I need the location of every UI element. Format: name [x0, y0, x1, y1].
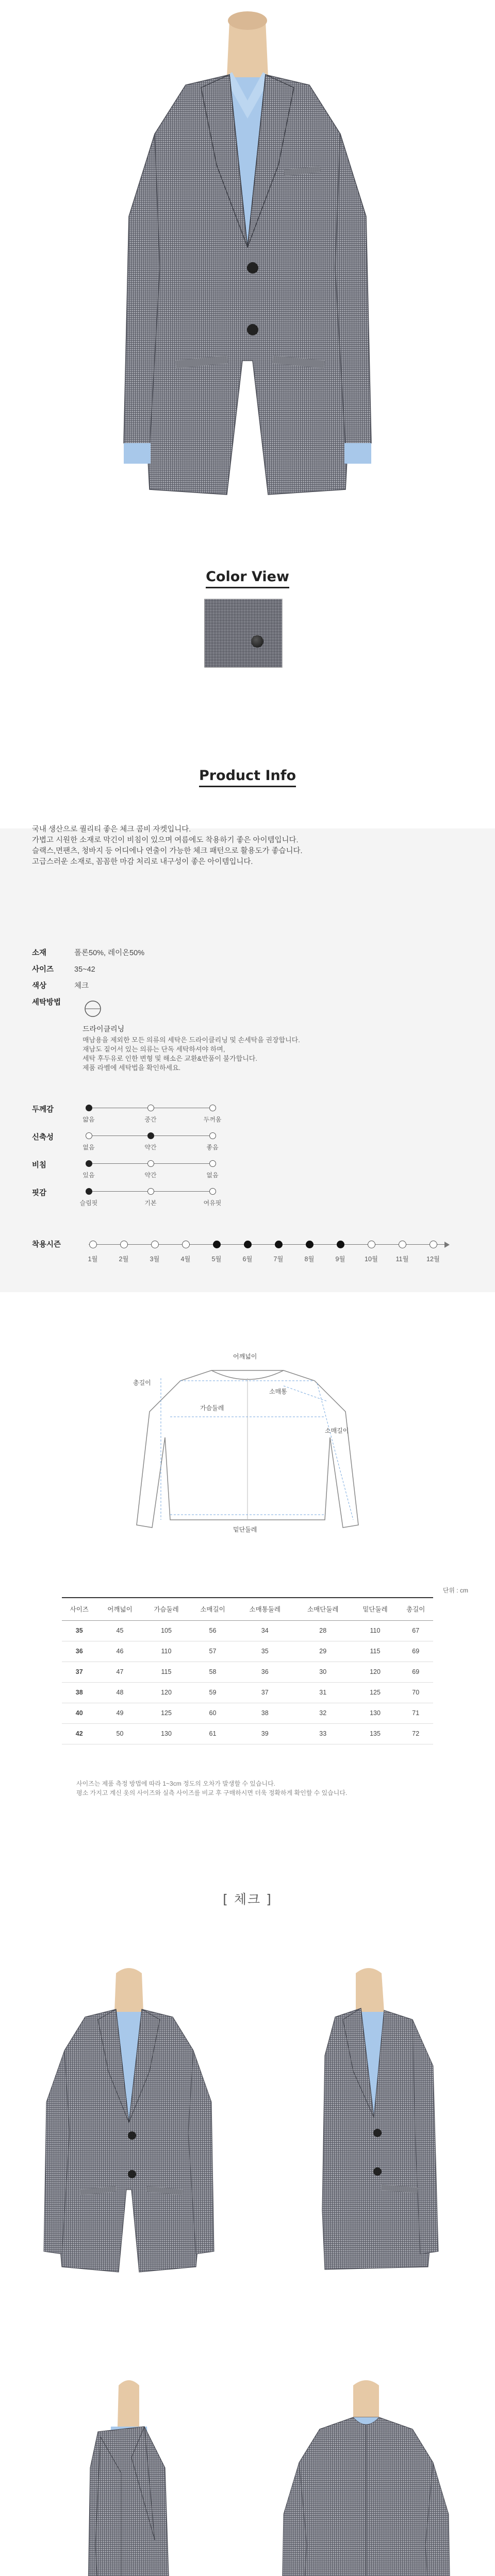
table-cell: 130	[352, 1703, 399, 1723]
wash-line: 매남용을 제외한 모든 의류의 세탁은 드라이클리닝 및 손세탁을 권장합니다.	[82, 1036, 300, 1044]
table-row	[62, 1662, 433, 1682]
size-unit: 단위 : cm	[442, 1587, 468, 1594]
season-month-label: 2월	[119, 1256, 129, 1263]
table-cell: 125	[143, 1703, 190, 1723]
spec-color	[32, 980, 89, 991]
size-table-header-cell: 소매길이	[190, 1598, 236, 1620]
swatch-button-detail	[251, 635, 263, 648]
size-table-header-cell: 사이즈	[62, 1598, 97, 1620]
photo-back	[268, 2375, 464, 2576]
table-cell: 45	[97, 1620, 143, 1641]
table-cell: 36	[62, 1641, 97, 1662]
season-month-label: 11월	[395, 1256, 409, 1263]
size-table-header-cell: 소매통둘레	[236, 1598, 294, 1620]
table-cell: 36	[236, 1662, 294, 1682]
size-table-header	[62, 1598, 433, 1620]
table-cell: 42	[62, 1723, 97, 1744]
table-cell: 49	[97, 1703, 143, 1723]
spec-key: 세탁방법	[32, 998, 61, 1007]
product-description	[32, 824, 303, 868]
season-month-label: 9월	[335, 1256, 345, 1263]
spec-key: 사이즈	[32, 965, 54, 974]
size-table-header-cell: 가슴둘레	[143, 1598, 190, 1620]
product-info-title: Product Info	[0, 768, 495, 787]
scale-dot	[147, 1105, 154, 1111]
scale-label-fit: 핏감	[32, 1189, 47, 1197]
dry-clean-icon	[82, 999, 103, 1018]
spec-wash	[32, 996, 74, 1007]
scale-option-label: 여유핏	[203, 1199, 222, 1207]
spec-size	[32, 963, 95, 974]
table-cell: 120	[352, 1662, 399, 1682]
scale-option-label: 좋음	[206, 1144, 219, 1151]
season-dot	[306, 1241, 314, 1248]
jacket-front-illustration	[98, 0, 397, 515]
size-table	[62, 1597, 433, 1744]
scale-option-label: 약간	[144, 1172, 157, 1179]
wash-line: 재남도 짙어서 있는 의류는 단독 세탁하셔야 하며,	[82, 1045, 225, 1053]
scale-dot	[86, 1132, 92, 1139]
jacket-side-photo	[278, 1963, 464, 2282]
scale-option-label: 약간	[144, 1144, 157, 1151]
table-cell: 28	[294, 1620, 352, 1641]
table-cell: 40	[62, 1703, 97, 1723]
jacket-left-profile-photo	[36, 2375, 222, 2576]
size-note-line: 평소 가지고 계신 옷의 사이즈와 실측 사이즈를 비교 후 구매하시면 더욱 정확하게 확인할 수 있습니다.	[76, 1789, 348, 1797]
scale-label-sheer: 비침	[32, 1161, 47, 1170]
table-cell: 69	[399, 1641, 434, 1662]
table-cell: 60	[190, 1703, 236, 1723]
description-line: 가볍고 시원한 소재로 막긴이 비침이 있으며 여름에도 착용하기 좋은 아이템입니다.	[32, 836, 299, 844]
scale-option-label: 있음	[82, 1172, 95, 1179]
table-cell: 37	[236, 1682, 294, 1703]
size-diagram	[119, 1350, 376, 1556]
diagram-label-shoulder: 어깨넓이	[233, 1353, 257, 1360]
season-label: 착용시즌	[32, 1241, 61, 1249]
season-dot	[275, 1241, 283, 1248]
scale-dot	[209, 1132, 216, 1139]
table-cell: 33	[294, 1723, 352, 1744]
season-dot	[368, 1241, 375, 1248]
table-cell: 56	[190, 1620, 236, 1641]
season-month-label: 12월	[426, 1256, 440, 1263]
scale-option-label: 슬림핏	[79, 1199, 98, 1207]
table-cell: 34	[236, 1620, 294, 1641]
description-line: 고급스러운 소재로, 꼼꼼한 마감 처리로 내구성이 좋은 아이템입니다.	[32, 858, 253, 866]
size-note-line: 사이즈는 제품 측정 방법에 따라 1~3cm 정도의 오차가 발생할 수 있습니다.	[76, 1780, 276, 1787]
table-cell: 38	[236, 1703, 294, 1723]
table-cell: 39	[236, 1723, 294, 1744]
table-cell: 57	[190, 1641, 236, 1662]
scale-option-label: 중간	[144, 1116, 157, 1123]
spec-key: 색상	[32, 982, 47, 990]
table-cell: 110	[352, 1620, 399, 1641]
table-cell: 47	[97, 1662, 143, 1682]
scale-dot	[86, 1105, 92, 1111]
wash-instructions	[82, 1024, 300, 1073]
table-cell: 135	[352, 1723, 399, 1744]
scale-dot	[209, 1105, 216, 1111]
table-cell: 35	[62, 1620, 97, 1641]
jacket-front-photo-small	[31, 1963, 227, 2282]
table-cell: 38	[62, 1682, 97, 1703]
table-cell: 37	[62, 1662, 97, 1682]
scale-option-label: 두꺼움	[203, 1116, 222, 1123]
photo-side	[278, 1963, 464, 2282]
photo-left-side	[36, 2375, 222, 2576]
color-swatch-check[interactable]	[204, 599, 283, 668]
scale-dot	[86, 1188, 92, 1195]
size-table-header-cell: 밑단둘레	[352, 1598, 399, 1620]
scale-label-stretch: 신축성	[32, 1133, 54, 1142]
table-cell: 105	[143, 1620, 190, 1641]
photo-front	[31, 1963, 227, 2282]
table-cell: 32	[294, 1703, 352, 1723]
color-label: [ 체크 ]	[223, 1892, 272, 1907]
scale-dot	[209, 1188, 216, 1195]
season-month-label: 5월	[211, 1256, 222, 1263]
hero-jacket-image	[98, 0, 397, 515]
season-dot	[430, 1241, 437, 1248]
season-dot	[399, 1241, 406, 1248]
scale-dot	[147, 1188, 154, 1195]
size-table-header-cell: 소매단둘레	[294, 1598, 352, 1620]
table-cell: 59	[190, 1682, 236, 1703]
spec-value: 체크	[74, 982, 89, 990]
wash-line: 세탁 후두유로 인한 변형 및 해소은 교환&반품이 불가합니다.	[82, 1055, 257, 1062]
diagram-label-total-length: 총길이	[133, 1379, 151, 1386]
scale-dot	[147, 1160, 154, 1167]
scale-dot	[86, 1160, 92, 1167]
scale-option-label: 기본	[144, 1199, 157, 1207]
table-cell: 130	[143, 1723, 190, 1744]
spec-value: 폴론50%, 레이온50%	[74, 949, 145, 957]
wash-title: 드라이클리닝	[82, 1025, 125, 1033]
season-dot	[244, 1241, 252, 1248]
table-row	[62, 1641, 433, 1662]
diagram-label-chest: 가슴둘레	[200, 1404, 224, 1412]
table-cell: 125	[352, 1682, 399, 1703]
table-row	[62, 1703, 433, 1723]
table-cell: 71	[399, 1703, 434, 1723]
table-cell: 72	[399, 1723, 434, 1744]
diagram-label-sleeve-cuff: 소매통	[269, 1388, 287, 1395]
scale-dot	[209, 1160, 216, 1167]
table-cell: 120	[143, 1682, 190, 1703]
season-dot	[213, 1241, 221, 1248]
table-cell: 35	[236, 1641, 294, 1662]
season-month-label: 1월	[88, 1256, 98, 1263]
scale-option-label: 얇음	[82, 1116, 95, 1123]
season-dot	[151, 1241, 159, 1248]
spec-key: 소재	[32, 949, 47, 957]
table-cell: 115	[143, 1662, 190, 1682]
season-month-label: 4월	[180, 1256, 191, 1263]
table-cell: 30	[294, 1662, 352, 1682]
season-month-label: 10월	[365, 1256, 378, 1263]
wash-line: 제품 라벨에 세탁법을 확인하세요.	[82, 1064, 181, 1072]
table-cell: 70	[399, 1682, 434, 1703]
season-dot	[120, 1241, 128, 1248]
table-row	[62, 1723, 433, 1744]
scale-option-label: 없음	[82, 1144, 95, 1151]
spec-material	[32, 947, 144, 958]
size-table-body	[62, 1620, 433, 1744]
description-line: 국내 생산으로 퀄리티 좋은 체크 콤비 자켓입니다.	[32, 825, 191, 834]
size-notes	[76, 1779, 347, 1798]
season-arrow-icon	[444, 1242, 450, 1248]
diagram-label-hem: 밑단둘레	[233, 1526, 257, 1533]
diagram-label-sleeve-length: 소매길이	[325, 1427, 349, 1434]
season-line	[89, 1244, 444, 1245]
table-cell: 31	[294, 1682, 352, 1703]
season-month-label: 3월	[150, 1256, 160, 1263]
table-cell: 29	[294, 1641, 352, 1662]
size-table-header-cell: 총길이	[399, 1598, 434, 1620]
table-cell: 67	[399, 1620, 434, 1641]
table-cell: 46	[97, 1641, 143, 1662]
size-table-header-cell: 어깨넓이	[97, 1598, 143, 1620]
table-cell: 50	[97, 1723, 143, 1744]
table-cell: 61	[190, 1723, 236, 1744]
season-month-label: 6월	[242, 1256, 253, 1263]
season-month-label: 8월	[304, 1256, 315, 1263]
scale-dot	[147, 1132, 154, 1139]
season-month-label: 7월	[273, 1256, 284, 1263]
season-dot	[182, 1241, 190, 1248]
table-cell: 69	[399, 1662, 434, 1682]
table-cell: 110	[143, 1641, 190, 1662]
scale-label-thickness: 두께감	[32, 1106, 54, 1114]
table-cell: 58	[190, 1662, 236, 1682]
table-row	[62, 1682, 433, 1703]
table-cell: 115	[352, 1641, 399, 1662]
season-dot	[89, 1241, 97, 1248]
table-cell: 48	[97, 1682, 143, 1703]
jacket-back-photo	[268, 2375, 464, 2576]
color-view-title: Color View	[0, 569, 495, 588]
spec-value: 35~42	[74, 965, 95, 974]
season-dot	[337, 1241, 344, 1248]
description-line: 슬랙스,면팬츠, 청바지 등 어디에나 연출이 가능한 체크 패턴으로 활용도가 좋습니다.	[32, 847, 303, 855]
scale-option-label: 없음	[206, 1172, 219, 1179]
table-row	[62, 1620, 433, 1641]
